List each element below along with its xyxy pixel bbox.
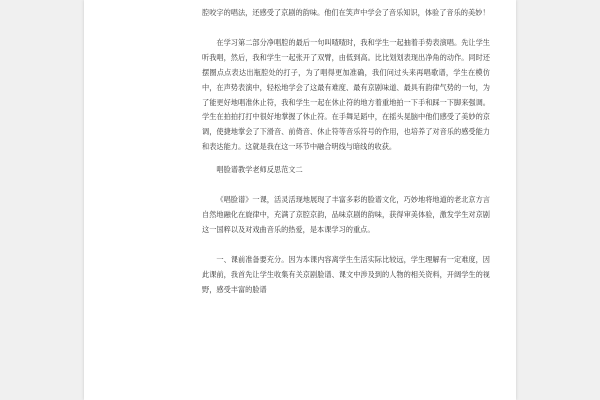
section-title: 唱脸谱教学老师反思范文二 xyxy=(216,165,303,175)
paragraph-3: 《唱脸谱》一课，活灵活现地展现了丰富多彩的脸谱文化，巧妙地将地道的老北京方言自然地融化在旋律中，充满了京腔京韵，品味京剧的韵味，获得审美体验，激发学生对京剧这一国粹以及对戏曲音乐的热爱，是本课学习的重点。 xyxy=(202,195,490,234)
paragraph-4: 一、课前准备要充分。因为本课内容离学生生活实际比较远，学生理解有一定难度，因此课前，我首先让学生收集有关京剧脸谱、课文中涉及到的人物的相关资料，开阔学生的视野，感受丰富的脸谱 xyxy=(202,254,490,294)
document-body xyxy=(202,6,490,298)
paragraph-1: 腔咬字的唱法，还感受了京剧的韵味。他们在笑声中学会了音乐知识，体验了音乐的美妙！ xyxy=(202,8,490,17)
paragraph-2: 在学习第二部分净唱腔的最后一句叫喳喳时，我和学生一起抽着手势表演唱。先让学生听我唱，然后，我和学生一起张开了双臂，由低到高。比比划划表现出净角的动作。同时还摆圈点点表达出瓶腔处的打子，为了唱得更加准确，我们问过头来再唱歌谱，学生在模仿中，在声势表演中，轻松地学会了这最有难度、最有京剧味道、最具有韵律气势的一句，为了能更好地唱准休止符，我和学生一起在休止符的地方着重地拍一下手和踩一下脚来强调。学生在拍拍打打中很好地掌握了休止符。在手舞足蹈中，在摇头晃脑中他们感受了美妙的京调，使捷地掌会了下滑音、前倚音、休止符等音乐符号的作用，也培养了对音乐的感受能力和表达能力。这就是我在这一环节中融合明线与暗线的收获。 xyxy=(202,37,490,152)
document-page xyxy=(84,0,516,400)
